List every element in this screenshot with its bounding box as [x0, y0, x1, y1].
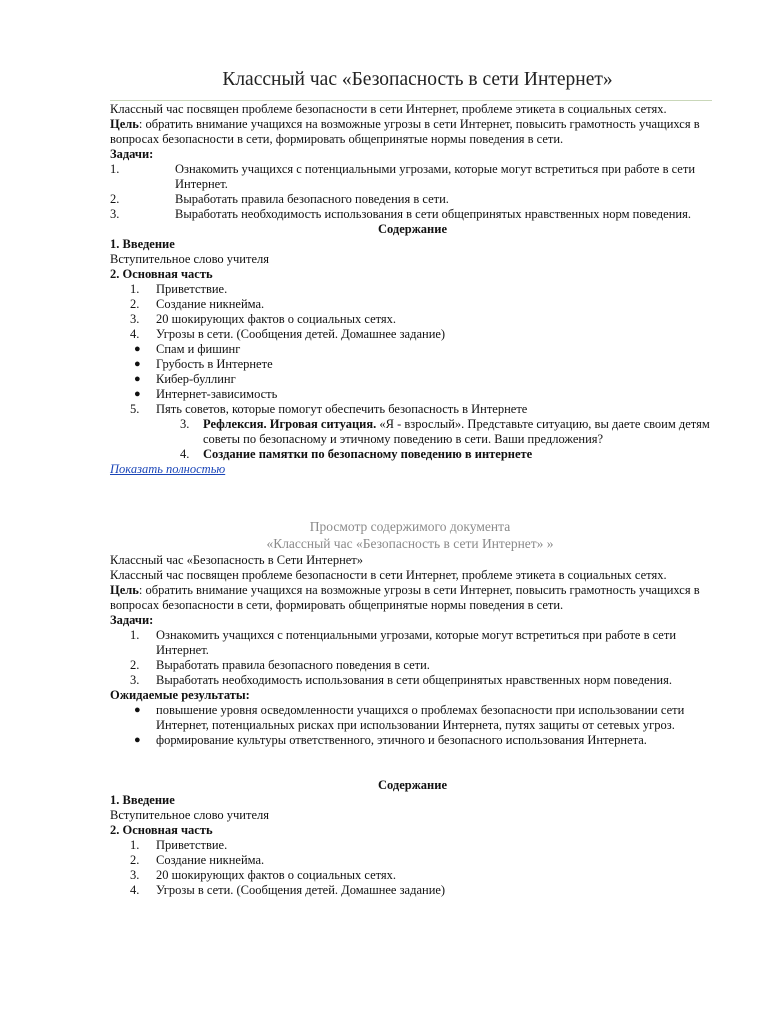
teacher-word: Вступительное слово учителя [110, 808, 269, 822]
intro-heading: 1. Введение [110, 237, 175, 251]
list-item-reflection: 3. Рефлексия. Игровая ситуация. «Я - взрослый». Представьте ситуацию, вы даете своим детям советы по безопасному и этичному поведению в сети. Ваши предложения? [180, 417, 710, 446]
list-item: 3. Выработать необходимость использования в сети общепринятых нравственных норм поведения. [130, 673, 672, 687]
tasks-label: Задачи: [110, 613, 154, 627]
teacher-word: Вступительное слово учителя [110, 252, 269, 266]
main-list [110, 838, 715, 898]
list-item: 4. Угрозы в сети. (Сообщения детей. Домашнее задание) [130, 883, 446, 897]
expected-list [110, 703, 715, 748]
main-heading: 2. Основная часть [110, 823, 213, 837]
bullet-item: ● Грубость в Интернете [134, 357, 273, 371]
main-heading: 2. Основная часть [110, 267, 213, 281]
list-item: 2. Создание никнейма. [130, 297, 265, 311]
page-title: Классный час «Безопасность в сети Интернет» [222, 69, 613, 90]
task-row: 2. Выработать правила безопасного поведения в сети. [110, 192, 449, 206]
list-item: 3. 20 шокирующих фактов о социальных сетях. [130, 312, 397, 326]
show-full-link[interactable]: Показать полностью [110, 462, 226, 476]
goal-label: Цель [110, 117, 139, 131]
list-item: 5. Пять советов, которые помогут обеспечить безопасность в Интернете [130, 402, 528, 416]
goal-text: : обратить внимание учащихся на возможные угрозы в сети Интернет, повысить грамотность учащихся в вопросах безопасности в сети, формировать общепринятые нормы поведения в сети. [110, 117, 700, 146]
goal-paragraph [110, 117, 715, 147]
goal-paragraph: Цель: обратить внимание учащихся на возможные угрозы в сети Интернет, повысить грамотность учащихся в вопросах безопасности в сети, формировать общепринятые нормы поведения в сети. [110, 583, 700, 612]
summary-section [110, 102, 715, 477]
list-item: 1. Приветствие. [130, 282, 228, 296]
list-item: 4. Угрозы в сети. (Сообщения детей. Домашнее задание) [130, 327, 446, 341]
bullet-item: ● Спам и фишинг [134, 342, 241, 356]
list-item-memo: 4. Создание памятки по безопасному поведению в интернете [180, 447, 533, 461]
document-title: Классный час «Безопасность в Сети Интернет» [110, 553, 364, 567]
list-item: 3. 20 шокирующих фактов о социальных сетях. [130, 868, 397, 882]
bullet-item: ● повышение уровня осведомленности учащихся о проблемах безопасности при использовании сети Интернет, потенциальных рисках при использовании Интернета, путях защиты от сетевых угроз. [134, 703, 685, 732]
tasks-list [110, 628, 715, 688]
intro-paragraph: Классный час посвящен проблеме безопасности в сети Интернет, проблеме этикета в социальных сетях. [110, 102, 667, 116]
tasks-label: Задачи: [110, 147, 154, 161]
task-row: 3. Выработать необходимость использования в сети общепринятых нравственных норм поведения. [110, 207, 691, 221]
full-document-section [110, 553, 715, 898]
bullet-item: ● формирование культуры ответственного, этичного и безопасного использования Интернета. [134, 733, 647, 747]
title-divider [110, 100, 712, 101]
bullet-item: ● Интернет-зависимость [134, 387, 278, 401]
list-item: 2. Выработать правила безопасного поведения в сети. [130, 658, 430, 672]
content-heading: Содержание [377, 222, 447, 236]
list-item: 1. Ознакомить учащихся с потенциальными угрозами, которые могут встретиться при работе в сети Интернет. [130, 628, 677, 657]
bullet-item: ● Кибер-буллинг [134, 372, 236, 386]
preview-heading: Просмотр содержимого документа «Классный час «Безопасность в сети Интернет» » [266, 519, 554, 551]
task-row: 1. Ознакомить учащихся с потенциальными угрозами, которые могут встретиться при работе в сети Интернет. [110, 162, 696, 191]
expected-label: Ожидаемые результаты: [110, 688, 250, 702]
intro-heading: 1. Введение [110, 793, 175, 807]
list-item: 2. Создание никнейма. [130, 853, 265, 867]
list-item: 1. Приветствие. [130, 838, 228, 852]
intro-paragraph: Классный час посвящен проблеме безопасности в сети Интернет, проблеме этикета в социальных сетях. [110, 568, 667, 582]
main-list [110, 282, 715, 462]
content-heading: Содержание [377, 778, 447, 792]
